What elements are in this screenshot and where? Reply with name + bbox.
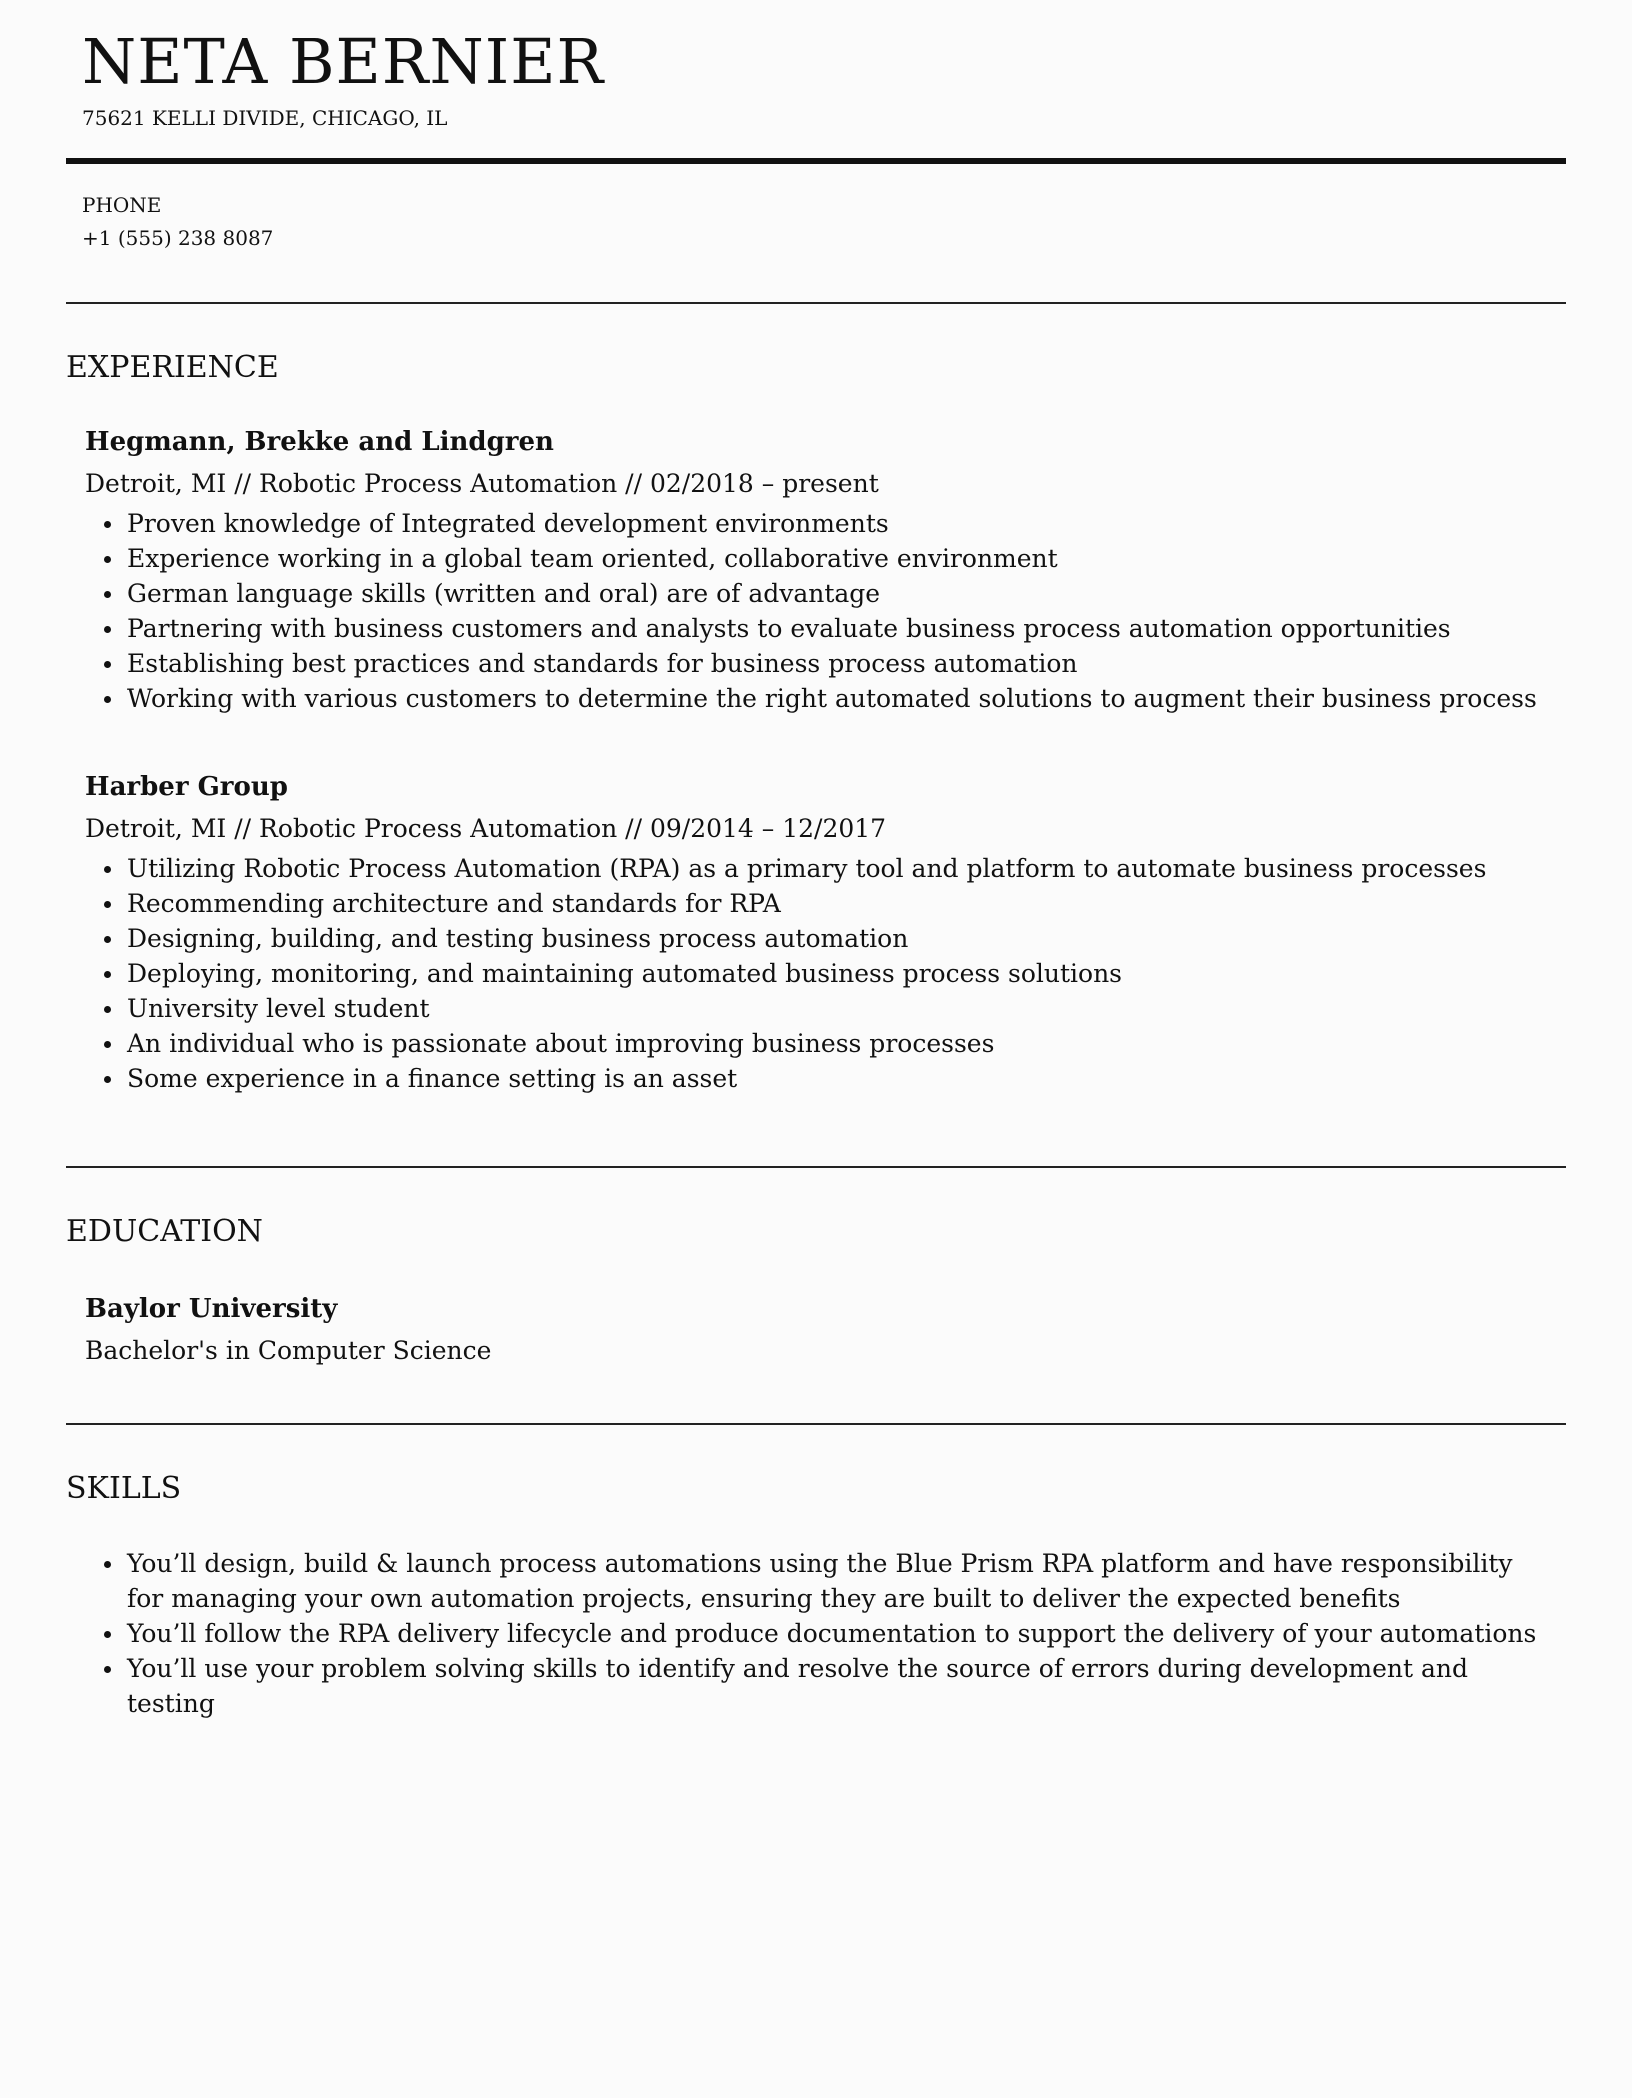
job-details: Detroit, MI // Robotic Process Automation // 09/2014 – 12/2017	[85, 814, 887, 843]
job-bullet: German language skills (written and oral) are of advantage	[85, 576, 1555, 611]
job-bullet: Utilizing Robotic Process Automation (RPA) as a primary tool and platform to automate business processes	[85, 851, 1555, 886]
job-details: Detroit, MI // Robotic Process Automation // 02/2018 – present	[85, 469, 879, 498]
education-heading: EDUCATION	[66, 1214, 263, 1249]
skills-entry	[85, 1542, 1555, 1721]
phone-value: +1 (555) 238 8087	[82, 226, 274, 250]
experience-heading: EXPERIENCE	[66, 350, 279, 385]
skill-item: You’ll follow the RPA delivery lifecycle and produce documentation to support the delivery of your automations	[85, 1616, 1555, 1651]
job-bullet: Establishing best practices and standards for business process automation	[85, 646, 1555, 681]
job-entry-2	[85, 769, 1555, 1096]
job-bullet: Recommending architecture and standards for RPA	[85, 886, 1555, 921]
candidate-address: 75621 KELLI DIVIDE, CHICAGO, IL	[82, 106, 448, 130]
job-bullet: Some experience in a finance setting is an asset	[85, 1061, 1555, 1096]
divider-skills	[66, 1423, 1566, 1425]
job-entry-1	[85, 424, 1555, 716]
divider-education	[66, 1166, 1566, 1168]
job-bullet: Proven knowledge of Integrated development environments	[85, 506, 1555, 541]
education-school: Baylor University	[85, 1294, 338, 1324]
job-bullet: Experience working in a global team oriented, collaborative environment	[85, 541, 1555, 576]
job-bullet: Partnering with business customers and analysts to evaluate business process automation opportunities	[85, 611, 1555, 646]
education-degree: Bachelor's in Computer Science	[85, 1336, 492, 1365]
job-company: Harber Group	[85, 772, 288, 802]
job-bullet: Designing, building, and testing business process automation	[85, 921, 1555, 956]
job-company: Hegmann, Brekke and Lindgren	[85, 427, 554, 457]
job-bullet: Working with various customers to determine the right automated solutions to augment their business process	[85, 681, 1555, 716]
job-bullets	[85, 851, 1555, 1096]
header-divider	[66, 158, 1566, 164]
skill-item: You’ll design, build & launch process automations using the Blue Prism RPA platform and have responsibility for managing your own automation projects, ensuring they are built to deliver the expected benefits	[85, 1546, 1555, 1616]
skills-bullets	[85, 1546, 1555, 1721]
education-entry	[85, 1291, 1555, 1369]
skills-heading: SKILLS	[66, 1471, 182, 1506]
candidate-name: NETA BERNIER	[82, 25, 605, 98]
job-bullet: Deploying, monitoring, and maintaining automated business process solutions	[85, 956, 1555, 991]
job-bullet: University level student	[85, 991, 1555, 1026]
job-bullet: An individual who is passionate about improving business processes	[85, 1026, 1555, 1061]
job-bullets	[85, 506, 1555, 716]
skill-item: You’ll use your problem solving skills to identify and resolve the source of errors during development and testing	[85, 1651, 1555, 1721]
divider-experience	[66, 302, 1566, 304]
phone-label: PHONE	[82, 193, 162, 217]
